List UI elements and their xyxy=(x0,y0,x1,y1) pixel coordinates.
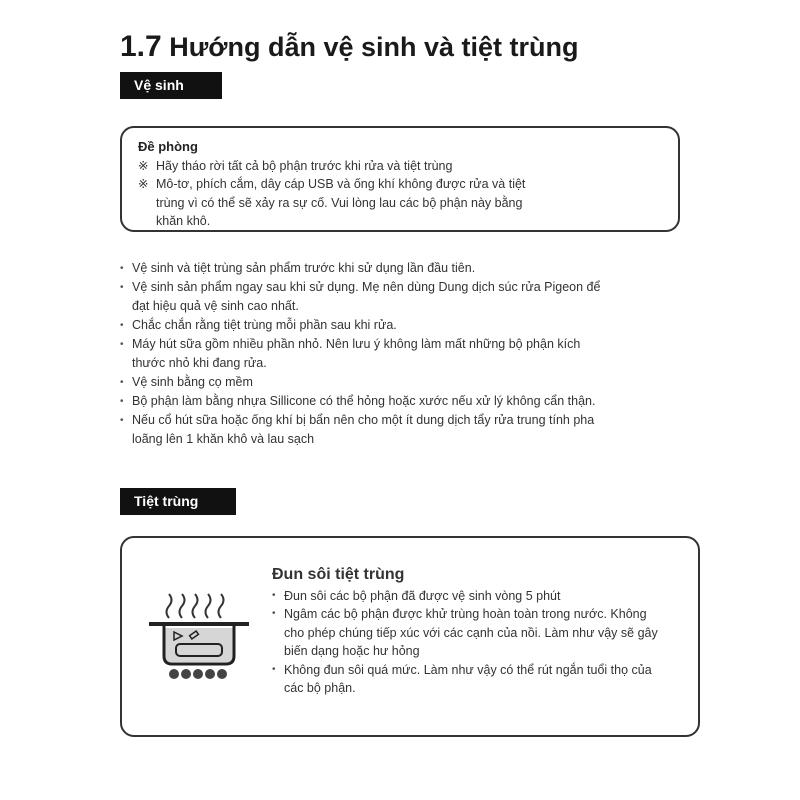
list-item: • Máy hút sữa gồm nhiều phần nhỏ. Nên lưu ý không làm mất những bộ phận kích thước nhỏ khi đang rửa. xyxy=(120,335,610,373)
boiling-box xyxy=(120,536,700,737)
cleaning-list xyxy=(120,259,610,449)
list-item: • Vệ sinh và tiệt trùng sản phẩm trước khi sử dụng lần đầu tiên. xyxy=(120,259,610,278)
boiling-heading: Đun sôi tiệt trùng xyxy=(272,566,405,583)
list-item: • Không đun sôi quá mức. Làm như vậy có thể rút ngắn tuổi thọ của các bộ phận. xyxy=(272,661,662,698)
list-item: • Vệ sinh sản phẩm ngay sau khi sử dụng. Mẹ nên dùng Dung dịch súc rửa Pigeon để đạt hiệu quả vệ sinh cao nhất. xyxy=(120,278,610,316)
list-item: • Ngâm các bộ phận được khử trùng hoàn toàn trong nước. Không cho phép chúng tiếp xúc với các cạnh của nồi. Làm như vậy sẽ gây biến dạng hoặc hư hỏng xyxy=(272,605,662,661)
boiling-pot-icon xyxy=(144,588,254,688)
section-label-sterilization: Tiệt trùng xyxy=(120,488,236,515)
page-title: 1.7 Hướng dẫn vệ sinh và tiệt trùng xyxy=(120,30,579,63)
boiling-instructions xyxy=(272,566,662,698)
section-label-cleaning: Vệ sinh xyxy=(120,72,222,99)
caution-box xyxy=(120,126,680,232)
list-item: • Bộ phận làm bằng nhựa Sillicone có thể hỏng hoặc xước nếu xử lý không cẩn thận. xyxy=(120,392,610,411)
caution-item: ※ Mô-tơ, phích cắm, dây cáp USB và ống khí không được rửa và tiệt trùng vì có thể sẽ xảy ra sự cố. Vui lòng lau các bộ phận này bằng khăn khô. xyxy=(138,177,526,228)
caution-heading: Đề phòng xyxy=(138,139,198,154)
list-item: • Vệ sinh bằng cọ mềm xyxy=(120,373,610,392)
list-item: • Đun sôi các bộ phận đã được vệ sinh vòng 5 phút xyxy=(272,587,662,606)
list-item: • Nếu cổ hút sữa hoặc ống khí bị bẩn nên cho một ít dung dịch tẩy rửa trung tính pha loãng lên 1 khăn khô và lau sạch xyxy=(120,411,610,449)
caution-item: ※ Hãy tháo rời tất cả bộ phận trước khi rửa và tiệt trùng xyxy=(138,158,453,173)
list-item: • Chắc chắn rằng tiệt trùng mỗi phần sau khi rửa. xyxy=(120,316,610,335)
